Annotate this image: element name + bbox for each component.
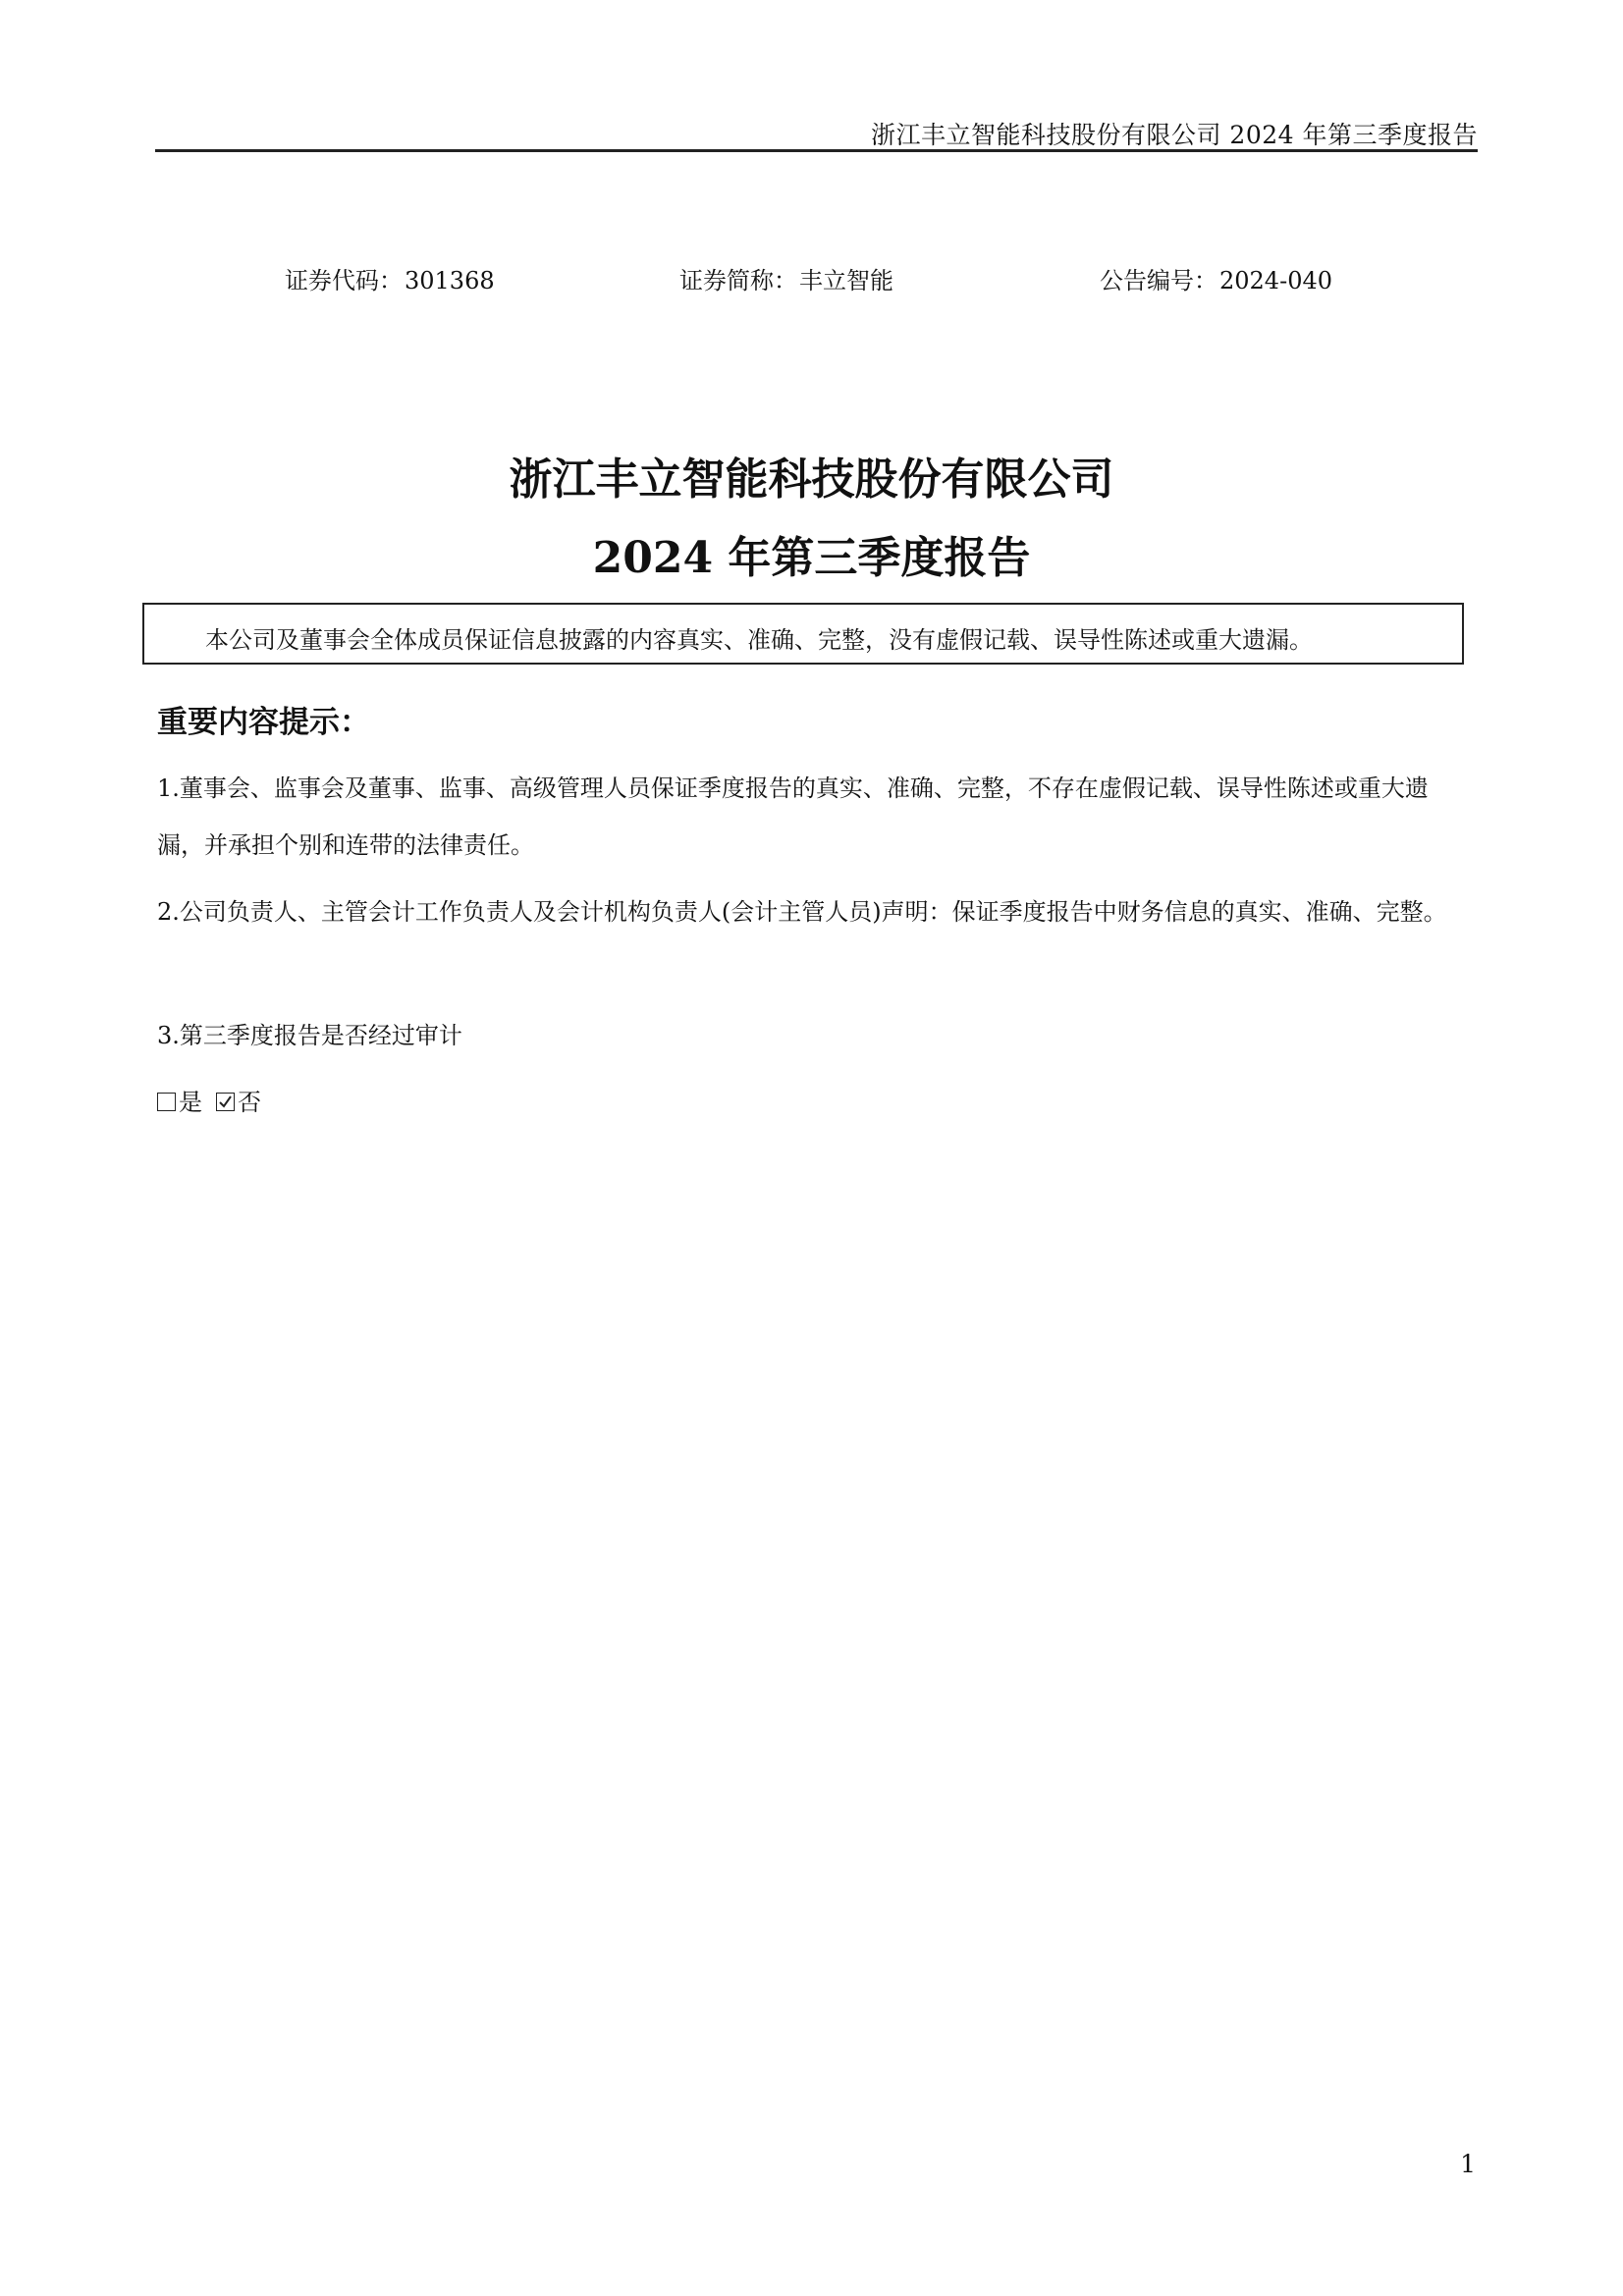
stock-code: [285, 261, 495, 295]
announcement-number-label: 公告编号：: [1100, 267, 1217, 294]
section-heading: 重要内容提示：: [157, 705, 370, 740]
choice-no-label: 否: [238, 1089, 261, 1116]
checkbox-checked-no-icon: [216, 1093, 235, 1111]
stock-abbreviation-value: 丰立智能: [799, 267, 893, 294]
disclosure-statement: 本公司及董事会全体成员保证信息披露的内容真实、准确、完整，没有虚假记载、误导性陈述或重大遗漏。: [205, 626, 1313, 654]
report-title: 2024 年第三季度报告: [592, 533, 1031, 583]
page-number: 1: [1460, 2150, 1476, 2178]
stock-abbreviation-label: 证券简称：: [679, 267, 797, 294]
company-title: 浙江丰立智能科技股份有限公司: [509, 454, 1114, 505]
notice-item-1: 1.董事会、监事会及董事、监事、高级管理人员保证季度报告的真实、准确、完整，不存在虚假记载、误导性陈述或重大遗漏，并承担个别和连带的法律责任。: [157, 774, 1429, 859]
stock-code-label: 证券代码：: [285, 267, 403, 294]
stock-abbreviation: [679, 261, 893, 295]
disclosure-statement-box: [142, 603, 1464, 665]
announcement-number-value: 2024-040: [1219, 267, 1332, 294]
checkbox-yes-icon: [157, 1093, 176, 1111]
announcement-number: [1100, 261, 1332, 295]
running-header: 浙江丰立智能科技股份有限公司 2024 年第三季度报告: [870, 121, 1478, 149]
header-divider: [155, 149, 1478, 152]
stock-code-value: 301368: [405, 267, 495, 294]
notice-item-3: 3.第三季度报告是否经过审计: [157, 1022, 462, 1049]
choice-yes-label: 是: [179, 1089, 202, 1116]
notice-item-2: 2.公司负责人、主管会计工作负责人及会计机构负责人(会计主管人员)声明：保证季度报告中财务信息的真实、准确、完整。: [157, 898, 1447, 926]
audit-choice: [157, 1074, 261, 1131]
